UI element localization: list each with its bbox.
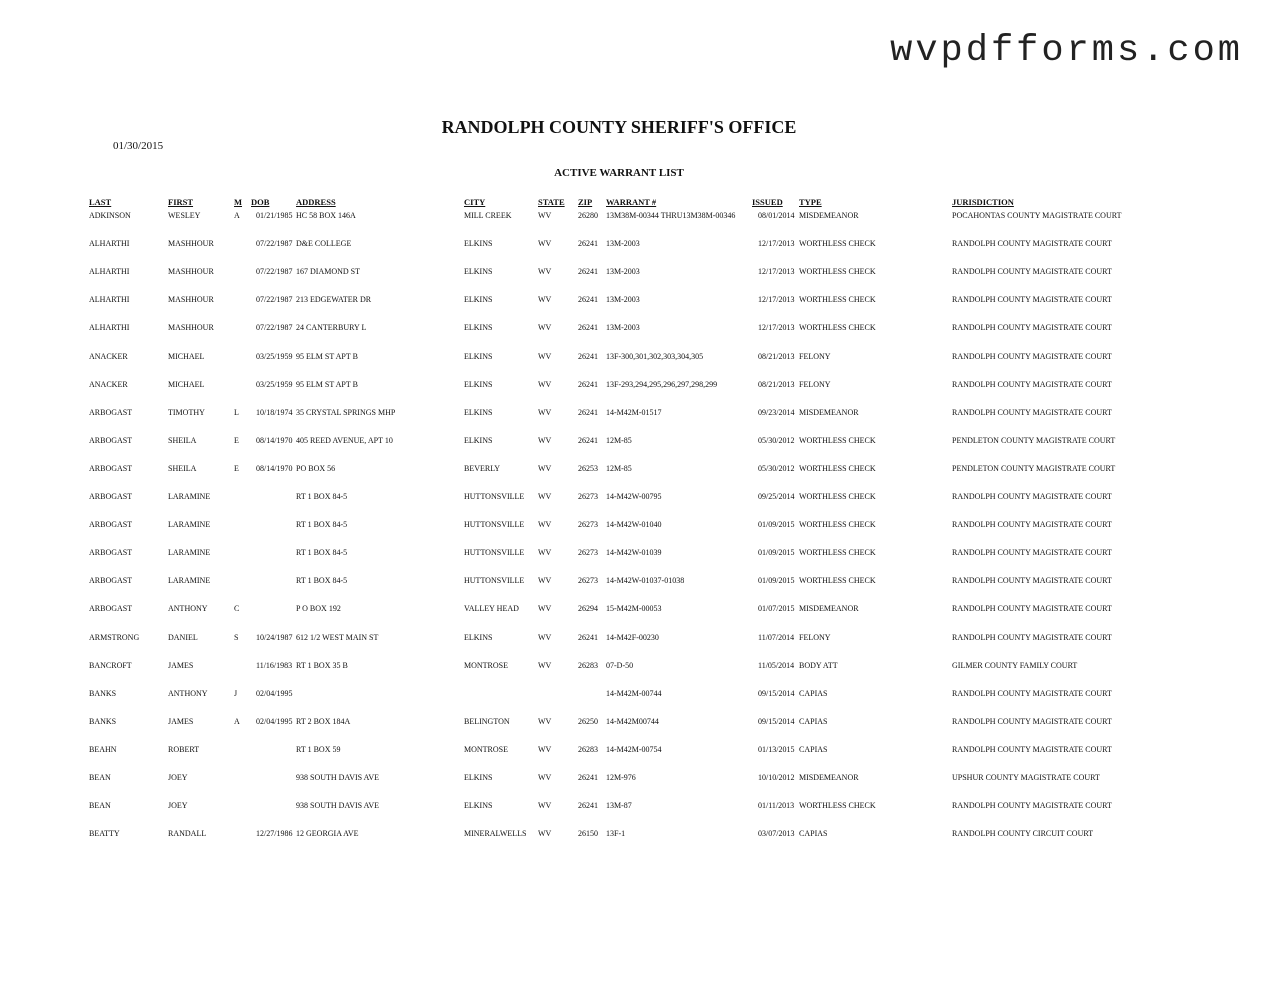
cell-type: MISDEMEANOR [799, 773, 859, 782]
cell-warrant: 12M-976 [606, 773, 636, 782]
cell-state: WV [538, 239, 552, 249]
header-last: LAST [89, 197, 112, 207]
cell-last: ARBOGAST [89, 548, 133, 558]
cell-last: BEAN [89, 773, 111, 782]
cell-type: FELONY [799, 379, 831, 389]
cell-state: WV [538, 463, 552, 473]
cell-zip: 26280 [578, 211, 598, 220]
table-row [0, 519, 1271, 533]
cell-warrant: 13M-2003 [606, 295, 640, 305]
cell-jurisdiction: RANDOLPH COUNTY MAGISTRATE COURT [952, 576, 1112, 586]
cell-address: PO BOX 56 [296, 463, 336, 473]
cell-type: FELONY [799, 351, 831, 361]
cell-issued: 01/09/2015 [758, 520, 795, 530]
cell-city: ELKINS [464, 773, 493, 782]
cell-warrant: 12M-85 [606, 463, 632, 473]
cell-first: LARAMINE [168, 492, 211, 501]
cell-issued: 12/17/2013 [758, 239, 795, 249]
cell-issued: 09/15/2014 [758, 716, 795, 726]
cell-city: ELKINS [464, 632, 493, 642]
cell-zip: 26150 [578, 829, 598, 839]
cell-address: P O BOX 192 [296, 604, 341, 614]
cell-warrant: 14-M42W-01039 [606, 548, 662, 558]
header-state: STATE [538, 197, 565, 207]
cell-warrant: 15-M42M-00053 [606, 604, 662, 614]
table-row [0, 716, 1271, 730]
cell-zip: 26241 [578, 773, 598, 782]
page-title: RANDOLPH COUNTY SHERIFF'S OFFICE [441, 117, 797, 137]
cell-issued: 11/05/2014 [758, 660, 795, 670]
cell-city: ELKINS [464, 435, 493, 445]
cell-jurisdiction: RANDOLPH COUNTY MAGISTRATE COURT [952, 295, 1112, 305]
cell-type: WORTHLESS CHECK [799, 801, 876, 811]
header-warrant: WARRANT # [606, 197, 657, 207]
table-row [0, 491, 1271, 505]
cell-first: JOEY [168, 801, 188, 811]
cell-zip: 26273 [578, 492, 598, 501]
cell-state: WV [538, 744, 552, 754]
cell-type: WORTHLESS CHECK [799, 576, 876, 586]
cell-dob: 07/22/1987 [256, 239, 293, 249]
cell-address: 938 SOUTH DAVIS AVE [296, 773, 380, 782]
cell-address: RT 1 BOX 84-5 [296, 548, 348, 558]
cell-jurisdiction: RANDOLPH COUNTY MAGISTRATE COURT [952, 407, 1112, 417]
cell-last: ARBOGAST [89, 435, 133, 445]
cell-m: E [234, 463, 239, 473]
cell-jurisdiction: RANDOLPH COUNTY MAGISTRATE COURT [952, 801, 1112, 811]
cell-first: SHEILA [168, 463, 197, 473]
cell-city: MONTROSE [464, 744, 509, 754]
cell-jurisdiction: RANDOLPH COUNTY MAGISTRATE COURT [952, 632, 1112, 642]
cell-warrant: 14-M42W-00795 [606, 492, 662, 501]
watermark: wvpdfforms.com [890, 30, 1243, 72]
cell-jurisdiction: PENDLETON COUNTY MAGISTRATE COURT [952, 463, 1116, 473]
cell-last: BEATTY [89, 829, 120, 839]
cell-last: ALHARTHI [89, 295, 130, 305]
cell-jurisdiction: PENDLETON COUNTY MAGISTRATE COURT [952, 435, 1116, 445]
cell-zip: 26241 [578, 632, 598, 642]
cell-first: ROBERT [168, 744, 200, 754]
cell-last: ALHARTHI [89, 267, 130, 277]
table-row [0, 407, 1271, 421]
cell-first: JAMES [168, 716, 194, 726]
cell-dob: 08/14/1970 [256, 463, 293, 473]
cell-city: ELKINS [464, 379, 493, 389]
cell-type: MISDEMEANOR [799, 211, 859, 220]
cell-jurisdiction: RANDOLPH COUNTY MAGISTRATE COURT [952, 744, 1112, 754]
cell-dob: 11/16/1983 [256, 660, 293, 670]
cell-state: WV [538, 773, 552, 782]
cell-jurisdiction: POCAHONTAS COUNTY MAGISTRATE COURT [952, 211, 1122, 220]
cell-type: MISDEMEANOR [799, 407, 859, 417]
cell-issued: 09/15/2014 [758, 688, 795, 698]
cell-address: 95 ELM ST APT B [296, 351, 358, 361]
cell-last: BANCROFT [89, 660, 132, 670]
cell-m: A [234, 716, 240, 726]
cell-dob: 07/22/1987 [256, 323, 293, 333]
table-row [0, 632, 1271, 646]
cell-type: WORTHLESS CHECK [799, 323, 876, 333]
cell-address: 213 EDGEWATER DR [296, 295, 372, 305]
cell-type: FELONY [799, 632, 831, 642]
table-row [0, 772, 1271, 786]
cell-address: RT 1 BOX 84-5 [296, 520, 348, 530]
header-m: M [234, 197, 243, 207]
cell-last: BANKS [89, 716, 117, 726]
cell-dob: 07/22/1987 [256, 267, 293, 277]
table-row [0, 828, 1271, 842]
cell-address: 24 CANTERBURY L [296, 323, 367, 333]
cell-warrant: 14-M42W-01037-01038 [606, 576, 685, 586]
cell-warrant: 14-M42M00744 [606, 716, 659, 726]
cell-city: ELKINS [464, 295, 493, 305]
cell-issued: 10/10/2012 [758, 773, 795, 782]
cell-state: WV [538, 660, 552, 670]
cell-first: MICHAEL [168, 379, 205, 389]
cell-zip: 26241 [578, 267, 598, 277]
cell-first: MASHHOUR [168, 323, 214, 333]
header-type: TYPE [799, 197, 822, 207]
cell-warrant: 14-M42M-01517 [606, 407, 662, 417]
cell-m: A [234, 211, 240, 220]
header-address: ADDRESS [296, 197, 336, 207]
cell-state: WV [538, 435, 552, 445]
cell-issued: 01/11/2013 [758, 801, 795, 811]
cell-address: 35 CRYSTAL SPRINGS MHP [296, 407, 396, 417]
cell-type: CAPIAS [799, 688, 828, 698]
cell-first: LARAMINE [168, 520, 211, 530]
cell-first: ANTHONY [168, 688, 208, 698]
header-first: FIRST [168, 197, 194, 207]
cell-dob: 07/22/1987 [256, 295, 293, 305]
report-subtitle: ACTIVE WARRANT LIST [554, 167, 684, 179]
cell-m: J [234, 688, 238, 698]
cell-state: WV [538, 267, 552, 277]
header-dob: DOB [251, 197, 270, 207]
cell-jurisdiction: RANDOLPH COUNTY MAGISTRATE COURT [952, 351, 1112, 361]
cell-first: LARAMINE [168, 548, 211, 558]
cell-first: MASHHOUR [168, 239, 214, 249]
cell-city: ELKINS [464, 351, 493, 361]
cell-dob: 03/25/1959 [256, 379, 293, 389]
cell-zip: 26241 [578, 379, 598, 389]
cell-m: E [234, 435, 239, 445]
cell-warrant: 07-D-50 [606, 660, 634, 670]
cell-address: RT 2 BOX 184A [296, 716, 351, 726]
table-row [0, 800, 1271, 814]
cell-warrant: 14-M42M-00744 [606, 688, 662, 698]
cell-state: WV [538, 520, 552, 530]
cell-zip: 26241 [578, 407, 598, 417]
cell-last: ARBOGAST [89, 520, 133, 530]
cell-warrant: 13F-293,294,295,296,297,298,299 [606, 379, 718, 389]
cell-address: RT 1 BOX 59 [296, 744, 341, 754]
table-row [0, 351, 1271, 365]
cell-state: WV [538, 351, 552, 361]
cell-jurisdiction: RANDOLPH COUNTY MAGISTRATE COURT [952, 379, 1112, 389]
cell-type: WORTHLESS CHECK [799, 435, 876, 445]
cell-type: MISDEMEANOR [799, 604, 859, 614]
cell-state: WV [538, 632, 552, 642]
cell-warrant: 13M-2003 [606, 323, 640, 333]
cell-m: L [234, 407, 239, 417]
cell-issued: 11/07/2014 [758, 632, 795, 642]
cell-address: RT 1 BOX 84-5 [296, 492, 348, 501]
cell-issued: 08/21/2013 [758, 351, 795, 361]
cell-issued: 08/21/2013 [758, 379, 795, 389]
cell-jurisdiction: RANDOLPH COUNTY CIRCUIT COURT [952, 829, 1094, 839]
cell-state: WV [538, 492, 552, 501]
cell-dob: 12/27/1986 [256, 829, 293, 839]
cell-type: WORTHLESS CHECK [799, 267, 876, 277]
cell-address: 12 GEORGIA AVE [296, 829, 359, 839]
cell-jurisdiction: RANDOLPH COUNTY MAGISTRATE COURT [952, 323, 1112, 333]
header-jurisdiction: JURISDICTION [952, 197, 1014, 207]
cell-first: MASHHOUR [168, 267, 214, 277]
cell-zip: 26250 [578, 716, 598, 726]
cell-jurisdiction: RANDOLPH COUNTY MAGISTRATE COURT [952, 688, 1112, 698]
cell-zip: 26283 [578, 744, 598, 754]
cell-first: JOEY [168, 773, 188, 782]
header-issued: ISSUED [752, 197, 783, 207]
table-row [0, 435, 1271, 449]
cell-zip: 26273 [578, 520, 598, 530]
cell-last: ARBOGAST [89, 576, 133, 586]
cell-first: DANIEL [168, 632, 198, 642]
cell-warrant: 13F-300,301,302,303,304,305 [606, 351, 704, 361]
cell-type: WORTHLESS CHECK [799, 463, 876, 473]
cell-jurisdiction: UPSHUR COUNTY MAGISTRATE COURT [952, 773, 1100, 782]
cell-state: WV [538, 323, 552, 333]
header-city: CITY [464, 197, 486, 207]
cell-zip: 26294 [578, 604, 598, 614]
cell-type: WORTHLESS CHECK [799, 295, 876, 305]
cell-jurisdiction: RANDOLPH COUNTY MAGISTRATE COURT [952, 239, 1112, 249]
cell-warrant: 12M-85 [606, 435, 632, 445]
cell-zip: 26241 [578, 435, 598, 445]
cell-first: MICHAEL [168, 351, 205, 361]
cell-city: VALLEY HEAD [464, 604, 519, 614]
cell-city: HUTTONSVILLE [464, 520, 525, 530]
table-row [0, 379, 1271, 393]
cell-issued: 01/07/2015 [758, 604, 795, 614]
cell-issued: 01/09/2015 [758, 576, 795, 586]
cell-first: JAMES [168, 660, 194, 670]
cell-zip: 26241 [578, 323, 598, 333]
cell-warrant: 13M-2003 [606, 267, 640, 277]
cell-issued: 09/25/2014 [758, 492, 795, 501]
cell-last: ALHARTHI [89, 239, 130, 249]
table-row [0, 322, 1271, 336]
cell-jurisdiction: RANDOLPH COUNTY MAGISTRATE COURT [952, 520, 1112, 530]
cell-first: MASHHOUR [168, 295, 214, 305]
cell-city: MILL CREEK [464, 211, 512, 220]
cell-type: WORTHLESS CHECK [799, 492, 876, 501]
cell-address: D&E COLLEGE [296, 239, 352, 249]
cell-state: WV [538, 548, 552, 558]
table-row [0, 547, 1271, 561]
cell-last: ALHARTHI [89, 323, 130, 333]
cell-address: RT 1 BOX 35 B [296, 660, 348, 670]
cell-warrant: 13F-1 [606, 829, 626, 839]
table-row [0, 660, 1271, 674]
cell-state: WV [538, 829, 552, 839]
cell-state: WV [538, 604, 552, 614]
cell-zip: 26241 [578, 239, 598, 249]
cell-issued: 12/17/2013 [758, 295, 795, 305]
cell-city: MINERALWELLS [464, 829, 527, 839]
cell-city: HUTTONSVILLE [464, 548, 525, 558]
cell-warrant: 13M-2003 [606, 239, 640, 249]
cell-first: LARAMINE [168, 576, 211, 586]
cell-city: HUTTONSVILLE [464, 492, 525, 501]
cell-city: BELINGTON [464, 716, 510, 726]
cell-dob: 02/04/1995 [256, 688, 293, 698]
table-row [0, 210, 1271, 224]
cell-warrant: 14-M42F-00230 [606, 632, 659, 642]
cell-dob: 08/14/1970 [256, 435, 293, 445]
cell-state: WV [538, 407, 552, 417]
cell-address: 95 ELM ST APT B [296, 379, 358, 389]
cell-zip: 26241 [578, 351, 598, 361]
cell-m: C [234, 604, 240, 614]
cell-address: 612 1/2 WEST MAIN ST [296, 632, 379, 642]
cell-zip: 26273 [578, 548, 598, 558]
cell-issued: 12/17/2013 [758, 267, 795, 277]
cell-jurisdiction: RANDOLPH COUNTY MAGISTRATE COURT [952, 716, 1112, 726]
cell-warrant: 13M-87 [606, 801, 632, 811]
cell-city: BEVERLY [464, 463, 501, 473]
cell-state: WV [538, 801, 552, 811]
cell-first: RANDALL [168, 829, 207, 839]
cell-city: ELKINS [464, 267, 493, 277]
cell-last: BANKS [89, 688, 117, 698]
cell-type: CAPIAS [799, 744, 828, 754]
cell-first: ANTHONY [168, 604, 208, 614]
cell-warrant: 13M38M-00344 THRU13M38M-00346 [606, 211, 736, 220]
table-row [0, 266, 1271, 280]
cell-first: TIMOTHY [168, 407, 205, 417]
cell-dob: 03/25/1959 [256, 351, 293, 361]
cell-warrant: 14-M42W-01040 [606, 520, 662, 530]
cell-last: ANACKER [89, 351, 128, 361]
report-date: 01/30/2015 [113, 140, 164, 152]
cell-issued: 01/13/2015 [758, 744, 795, 754]
cell-issued: 09/23/2014 [758, 407, 795, 417]
cell-state: WV [538, 379, 552, 389]
cell-address: 938 SOUTH DAVIS AVE [296, 801, 380, 811]
table-row [0, 744, 1271, 758]
cell-address: 167 DIAMOND ST [296, 267, 360, 277]
cell-city: ELKINS [464, 407, 493, 417]
cell-jurisdiction: RANDOLPH COUNTY MAGISTRATE COURT [952, 492, 1112, 501]
cell-state: WV [538, 295, 552, 305]
cell-issued: 05/30/2012 [758, 463, 795, 473]
table-row [0, 603, 1271, 617]
cell-last: BEAHN [89, 744, 117, 754]
cell-dob: 10/24/1987 [256, 632, 293, 642]
cell-state: WV [538, 716, 552, 726]
cell-last: ARBOGAST [89, 492, 133, 501]
cell-address: HC 58 BOX 146A [296, 211, 356, 220]
cell-type: CAPIAS [799, 716, 828, 726]
cell-m: S [234, 632, 239, 642]
table-row [0, 575, 1271, 589]
cell-jurisdiction: RANDOLPH COUNTY MAGISTRATE COURT [952, 267, 1112, 277]
table-header [0, 196, 1271, 210]
cell-type: BODY ATT [799, 660, 838, 670]
cell-zip: 26241 [578, 801, 598, 811]
cell-type: WORTHLESS CHECK [799, 239, 876, 249]
cell-zip: 26253 [578, 463, 598, 473]
cell-address: 405 REED AVENUE, APT 10 [296, 435, 393, 445]
cell-city: MONTROSE [464, 660, 509, 670]
table-row [0, 463, 1271, 477]
cell-city: ELKINS [464, 801, 493, 811]
cell-city: ELKINS [464, 323, 493, 333]
cell-issued: 08/01/2014 [758, 211, 795, 220]
cell-zip: 26283 [578, 660, 598, 670]
cell-jurisdiction: GILMER COUNTY FAMILY COURT [952, 660, 1078, 670]
cell-last: ARBOGAST [89, 463, 133, 473]
cell-state: WV [538, 211, 552, 220]
cell-last: BEAN [89, 801, 111, 811]
cell-city: HUTTONSVILLE [464, 576, 525, 586]
cell-jurisdiction: RANDOLPH COUNTY MAGISTRATE COURT [952, 604, 1112, 614]
cell-dob: 02/04/1995 [256, 716, 293, 726]
cell-first: WESLEY [168, 211, 201, 220]
cell-last: ARMSTRONG [89, 632, 140, 642]
cell-first: SHEILA [168, 435, 197, 445]
table-row [0, 238, 1271, 252]
cell-type: WORTHLESS CHECK [799, 520, 876, 530]
cell-last: ARBOGAST [89, 407, 133, 417]
cell-dob: 01/21/1985 [256, 211, 293, 220]
cell-dob: 10/18/1974 [256, 407, 293, 417]
cell-zip: 26241 [578, 295, 598, 305]
cell-zip: 26273 [578, 576, 598, 586]
table-row [0, 688, 1271, 702]
cell-issued: 01/09/2015 [758, 548, 795, 558]
cell-type: WORTHLESS CHECK [799, 548, 876, 558]
cell-last: ARBOGAST [89, 604, 133, 614]
cell-last: ADKINSON [89, 211, 131, 220]
cell-address: RT 1 BOX 84-5 [296, 576, 348, 586]
cell-type: CAPIAS [799, 829, 828, 839]
cell-jurisdiction: RANDOLPH COUNTY MAGISTRATE COURT [952, 548, 1112, 558]
cell-city: ELKINS [464, 239, 493, 249]
table-row [0, 294, 1271, 308]
cell-issued: 05/30/2012 [758, 435, 795, 445]
cell-issued: 12/17/2013 [758, 323, 795, 333]
cell-state: WV [538, 576, 552, 586]
header-zip: ZIP [578, 197, 593, 207]
cell-last: ANACKER [89, 379, 128, 389]
cell-issued: 03/07/2013 [758, 829, 795, 839]
cell-warrant: 14-M42M-00754 [606, 744, 662, 754]
